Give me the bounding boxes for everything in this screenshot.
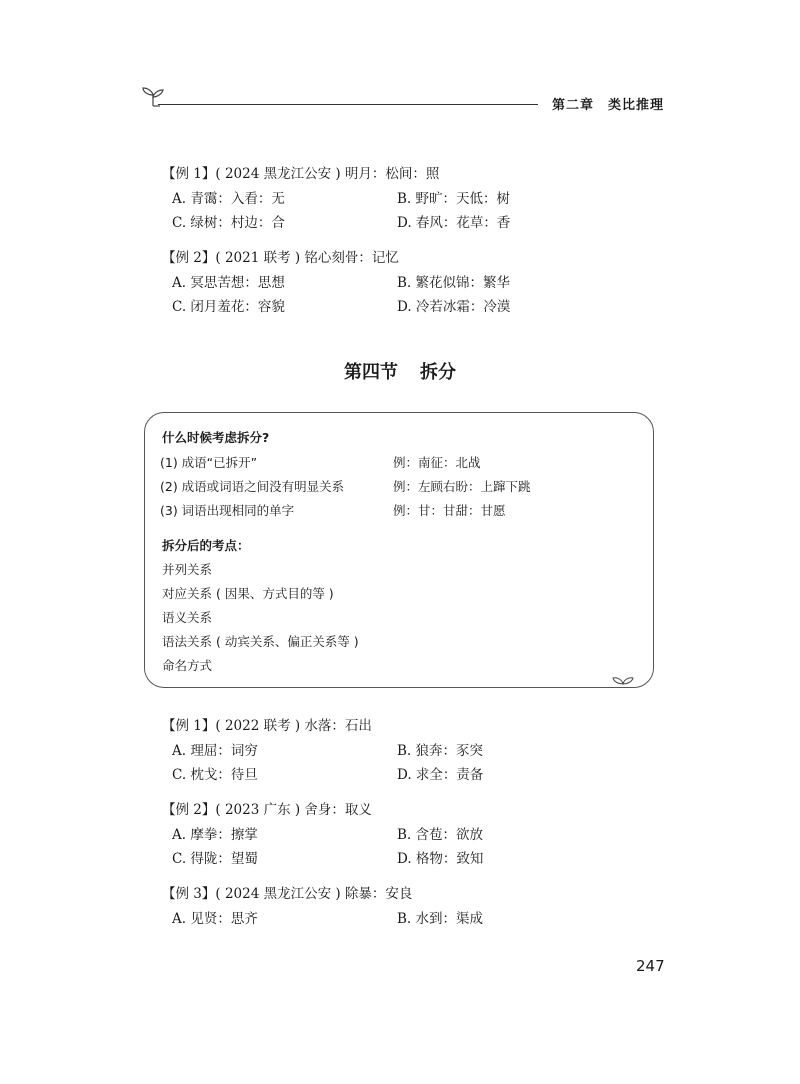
point-item: 对应关系 ( 因果、方式目的等 ) [162, 586, 334, 601]
example-title: 【例 1】( 2024 黑龙江公安 ) 明月：松间：照 [162, 166, 440, 182]
example-title: 【例 3】( 2024 黑龙江公安 ) 除暴：安良 [162, 886, 413, 902]
condition-text: (2) 成语或词语之间没有明显关系 [160, 479, 345, 494]
section-name: 拆分 [420, 362, 456, 383]
section-number: 第四节 [344, 362, 398, 383]
point-item: 语义关系 [162, 610, 213, 625]
chapter-header [552, 94, 664, 113]
condition-example: 例：左顾右盼：上蹿下跳 [393, 479, 531, 494]
box-heading: 什么时候考虑拆分? [162, 430, 270, 445]
option-c: C. 绿树：村边：合 [172, 215, 285, 231]
option-a: A. 理屈：词穷 [172, 743, 258, 759]
example-title: 【例 2】( 2023 广东 ) 舍身：取义 [162, 802, 372, 818]
option-b: B. 含苞：欲放 [397, 827, 484, 843]
section-title [0, 358, 800, 384]
example-title: 【例 2】( 2021 联考 ) 铭心刻骨：记忆 [162, 250, 399, 266]
condition-text: (3) 词语出现相同的单字 [160, 503, 295, 518]
points-heading: 拆分后的考点： [162, 538, 250, 553]
option-d: D. 格物：致知 [397, 851, 484, 867]
option-a: A. 摩拳：擦掌 [172, 827, 258, 843]
header-rule [158, 104, 538, 105]
point-item: 语法关系 ( 动宾关系、偏正关系等 ) [162, 634, 359, 649]
option-c: C. 得陇：望蜀 [172, 851, 258, 867]
chapter-number: 第二章 [551, 98, 594, 113]
example-title: 【例 1】( 2022 联考 ) 水落：石出 [162, 718, 372, 734]
option-a: A. 冥思苦想：思想 [172, 275, 285, 291]
option-d: D. 冷若冰霜：冷漠 [397, 299, 511, 315]
point-item: 命名方式 [162, 658, 213, 673]
option-c: C. 闭月羞花：容貌 [172, 299, 285, 315]
option-a: A. 青霭：入看：无 [172, 191, 285, 207]
option-d: D. 春风：花草：香 [397, 215, 511, 231]
condition-example: 例：南征：北战 [393, 455, 481, 470]
option-b: B. 繁花似锦：繁华 [397, 275, 511, 291]
option-a: A. 见贤：思齐 [172, 911, 258, 927]
option-b: B. 水到：渠成 [397, 911, 484, 927]
option-b: B. 狼奔：豕突 [397, 743, 484, 759]
option-d: D. 求全：责备 [397, 767, 484, 783]
page-number: 247 [636, 957, 665, 975]
option-b: B. 野旷：天低：树 [397, 191, 511, 207]
leaf-icon [612, 674, 634, 686]
point-item: 并列关系 [162, 562, 213, 577]
option-c: C. 枕戈：待旦 [172, 767, 258, 783]
condition-example: 例：甘：甘甜：甘愿 [393, 503, 506, 518]
chapter-title: 类比推理 [607, 98, 664, 113]
condition-text: (1) 成语“已拆开” [160, 455, 258, 470]
